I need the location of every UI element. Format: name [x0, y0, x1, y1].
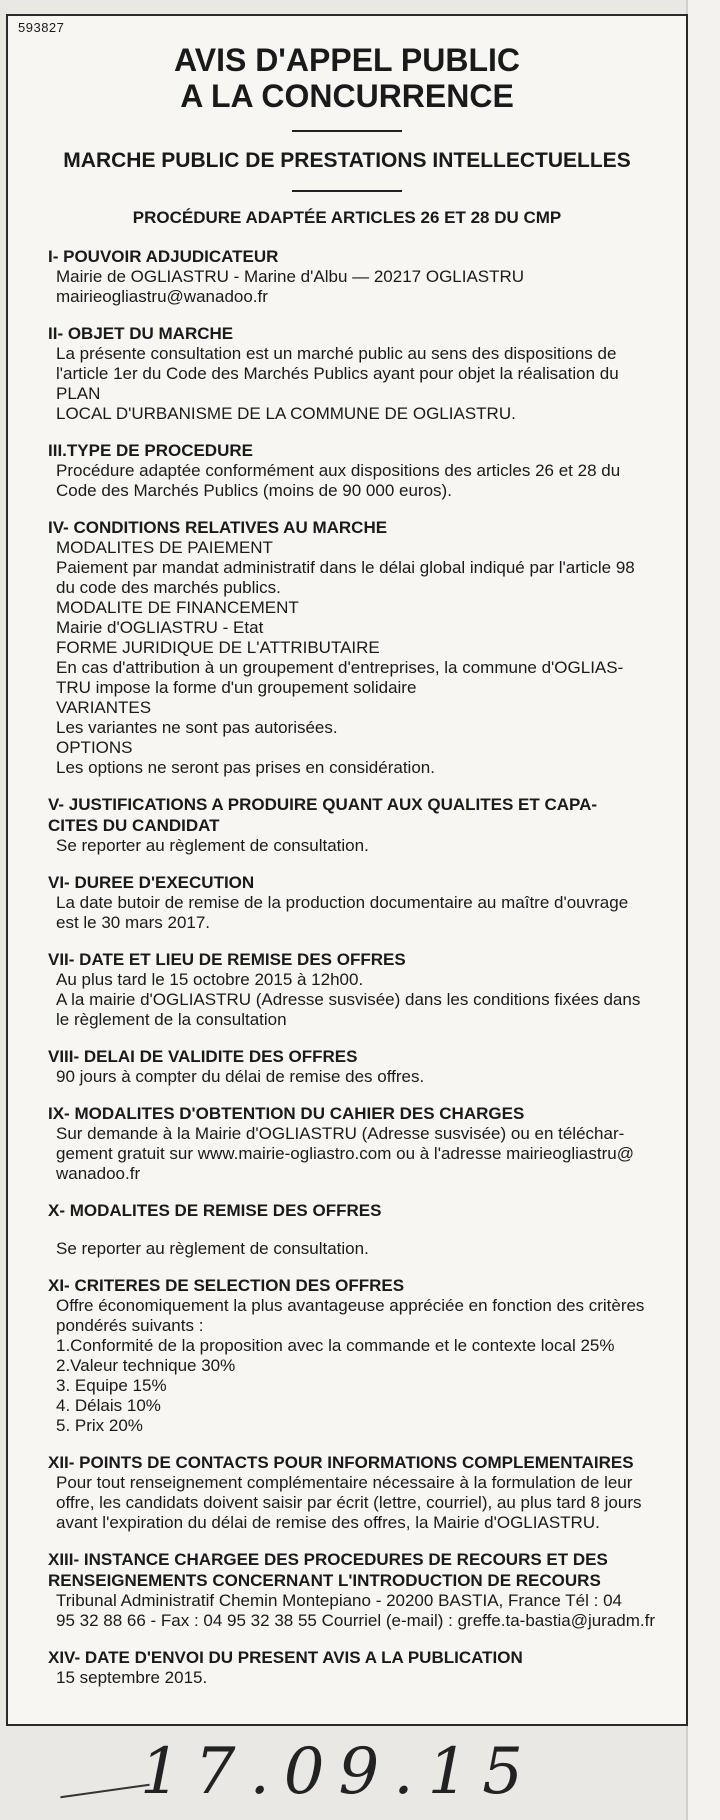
notice-frame — [6, 14, 688, 1726]
section-line: Mairie de OGLIASTRU - Marine d'Albu — 20217 OGLIASTRU — [56, 267, 525, 286]
section-line: 95 32 88 66 - Fax : 04 95 32 38 55 Courriel (e-mail) : greffe.ta-bastia@juradm.fr — [56, 1611, 656, 1630]
section-line: Sur demande à la Mairie d'OGLIASTRU (Adresse susvisée) ou en téléchar- — [56, 1124, 625, 1143]
notice-section — [48, 1549, 656, 1631]
section-line: du code des marchés publics. — [56, 578, 281, 597]
section-line: VARIANTES — [56, 698, 152, 717]
notice-section — [48, 794, 656, 856]
section-line: le règlement de la consultation — [56, 1010, 287, 1029]
section-title: I- POUVOIR ADJUDICATEUR — [48, 247, 279, 266]
section-line: Les options ne seront pas prises en considération. — [56, 758, 435, 777]
section-line: Se reporter au règlement de consultation. — [56, 836, 369, 855]
section-title: VI- DUREE D'EXECUTION — [48, 873, 255, 892]
section-title: III.TYPE DE PROCEDURE — [48, 441, 253, 460]
page-edge — [686, 0, 720, 1820]
section-title: XI- CRITERES DE SELECTION DES OFFRES — [48, 1276, 405, 1295]
section-line: gement gratuit sur www.mairie-ogliastro.com ou à l'adresse mairieogliastru@ — [56, 1144, 634, 1163]
notice-section — [48, 1275, 656, 1436]
notice-section — [48, 246, 656, 307]
section-line: OPTIONS — [56, 738, 133, 757]
title-line-2: A LA CONCURRENCE — [180, 78, 514, 114]
handwritten-stroke — [60, 1784, 149, 1799]
handwritten-date: 17.09.15 — [140, 1735, 537, 1809]
section-line: 2.Valeur technique 30% — [56, 1356, 236, 1375]
section-line: 5. Prix 20% — [56, 1416, 143, 1435]
section-line: Pour tout renseignement complémentaire nécessaire à la formulation de leur — [56, 1473, 633, 1492]
procedure-heading: PROCÉDURE ADAPTÉE ARTICLES 26 ET 28 DU CMP — [132, 208, 562, 227]
section-line: Code des Marchés Publics (moins de 90 000 euros). — [56, 481, 452, 500]
section-line: Procédure adaptée conformément aux dispositions des articles 26 et 28 du — [56, 461, 621, 480]
notice-body — [8, 246, 686, 1688]
reference-number: 593827 — [18, 20, 65, 35]
section-line: La présente consultation est un marché public au sens des dispositions de — [56, 344, 617, 363]
section-title: VII- DATE ET LIEU DE REMISE DES OFFRES — [48, 950, 406, 969]
section-line: 3. Equipe 15% — [56, 1376, 167, 1395]
section-title-continued: CITES DU CANDIDAT — [48, 816, 220, 835]
section-line: 1.Conformité de la proposition avec la commande et le contexte local 25% — [56, 1336, 615, 1355]
section-line: Se reporter au règlement de consultation. — [56, 1239, 369, 1258]
section-line: MODALITE DE FINANCEMENT — [56, 598, 299, 617]
section-line: avant l'expiration du délai de remise des offres, la Mairie d'OGLIASTRU. — [56, 1513, 600, 1532]
section-line: Au plus tard le 15 octobre 2015 à 12h00. — [56, 970, 364, 989]
section-line — [48, 1221, 656, 1239]
section-line: l'article 1er du Code des Marchés Publics ayant pour objet la réalisation du PLAN — [56, 364, 619, 403]
section-title-continued: RENSEIGNEMENTS CONCERNANT L'INTRODUCTION DE RECOURS — [48, 1571, 601, 1590]
notice-section — [48, 517, 656, 778]
section-line: Les variantes ne sont pas autorisées. — [56, 718, 338, 737]
section-line: pondérés suivants : — [56, 1316, 204, 1335]
section-title: V- JUSTIFICATIONS A PRODUIRE QUANT AUX QUALITES ET CAPA- — [48, 795, 598, 814]
notice-section — [48, 1200, 656, 1259]
section-line: Tribunal Administratif Chemin Montepiano - 20200 BASTIA, France Tél : 04 — [56, 1591, 622, 1610]
notice-section — [48, 440, 656, 501]
section-line: 4. Délais 10% — [56, 1396, 161, 1415]
divider — [292, 190, 402, 192]
notice-section — [48, 1452, 656, 1533]
section-line: mairieogliastru@wanadoo.fr — [56, 287, 268, 306]
notice-section — [48, 1046, 656, 1087]
notice-section — [48, 323, 656, 424]
section-title: XII- POINTS DE CONTACTS POUR INFORMATIONS COMPLEMENTAIRES — [48, 1453, 634, 1472]
section-line: FORME JURIDIQUE DE L'ATTRIBUTAIRE — [56, 638, 380, 657]
section-line: 15 septembre 2015. — [56, 1668, 208, 1687]
section-line: Offre économiquement la plus avantageuse appréciée en fonction des critères — [56, 1296, 645, 1315]
notice-section — [48, 1103, 656, 1184]
divider — [292, 130, 402, 132]
section-line: MODALITES DE PAIEMENT — [56, 538, 273, 557]
section-line: En cas d'attribution à un groupement d'entreprises, la commune d'OGLIAS- — [56, 658, 624, 677]
section-line: La date butoir de remise de la production documentaire au maître d'ouvrage — [56, 893, 629, 912]
section-title: X- MODALITES DE REMISE DES OFFRES — [48, 1201, 382, 1220]
section-line: A la mairie d'OGLIASTRU (Adresse susvisée) dans les conditions fixées dans — [56, 990, 641, 1009]
section-line: LOCAL D'URBANISME DE LA COMMUNE DE OGLIASTRU. — [56, 404, 516, 423]
notice-section — [48, 1647, 656, 1688]
title-line-1: AVIS D'APPEL PUBLIC — [173, 42, 521, 78]
section-line: 90 jours à compter du délai de remise des offres. — [56, 1067, 425, 1086]
section-line: est le 30 mars 2017. — [56, 913, 211, 932]
notice-subtitle: MARCHE PUBLIC DE PRESTATIONS INTELLECTUELLES — [63, 149, 631, 172]
section-line: Mairie d'OGLIASTRU - Etat — [56, 618, 264, 637]
section-title: IX- MODALITES D'OBTENTION DU CAHIER DES CHARGES — [48, 1104, 525, 1123]
section-title: II- OBJET DU MARCHE — [48, 324, 234, 343]
section-line: offre, les candidats doivent saisir par écrit (lettre, courriel), au plus tard 8 jours — [56, 1493, 642, 1512]
section-line: wanadoo.fr — [56, 1164, 141, 1183]
section-title: XIII- INSTANCE CHARGEE DES PROCEDURES DE RECOURS ET DES — [48, 1550, 608, 1569]
section-title: VIII- DELAI DE VALIDITE DES OFFRES — [48, 1047, 358, 1066]
notice-section — [48, 949, 656, 1030]
section-title: IV- CONDITIONS RELATIVES AU MARCHE — [48, 518, 388, 537]
section-line: Paiement par mandat administratif dans le délai global indiqué par l'article 98 — [56, 558, 635, 577]
section-title: XIV- DATE D'ENVOI DU PRESENT AVIS A LA PUBLICATION — [48, 1648, 523, 1667]
section-line: TRU impose la forme d'un groupement solidaire — [56, 678, 417, 697]
notice-section — [48, 872, 656, 933]
notice-title — [8, 42, 686, 114]
